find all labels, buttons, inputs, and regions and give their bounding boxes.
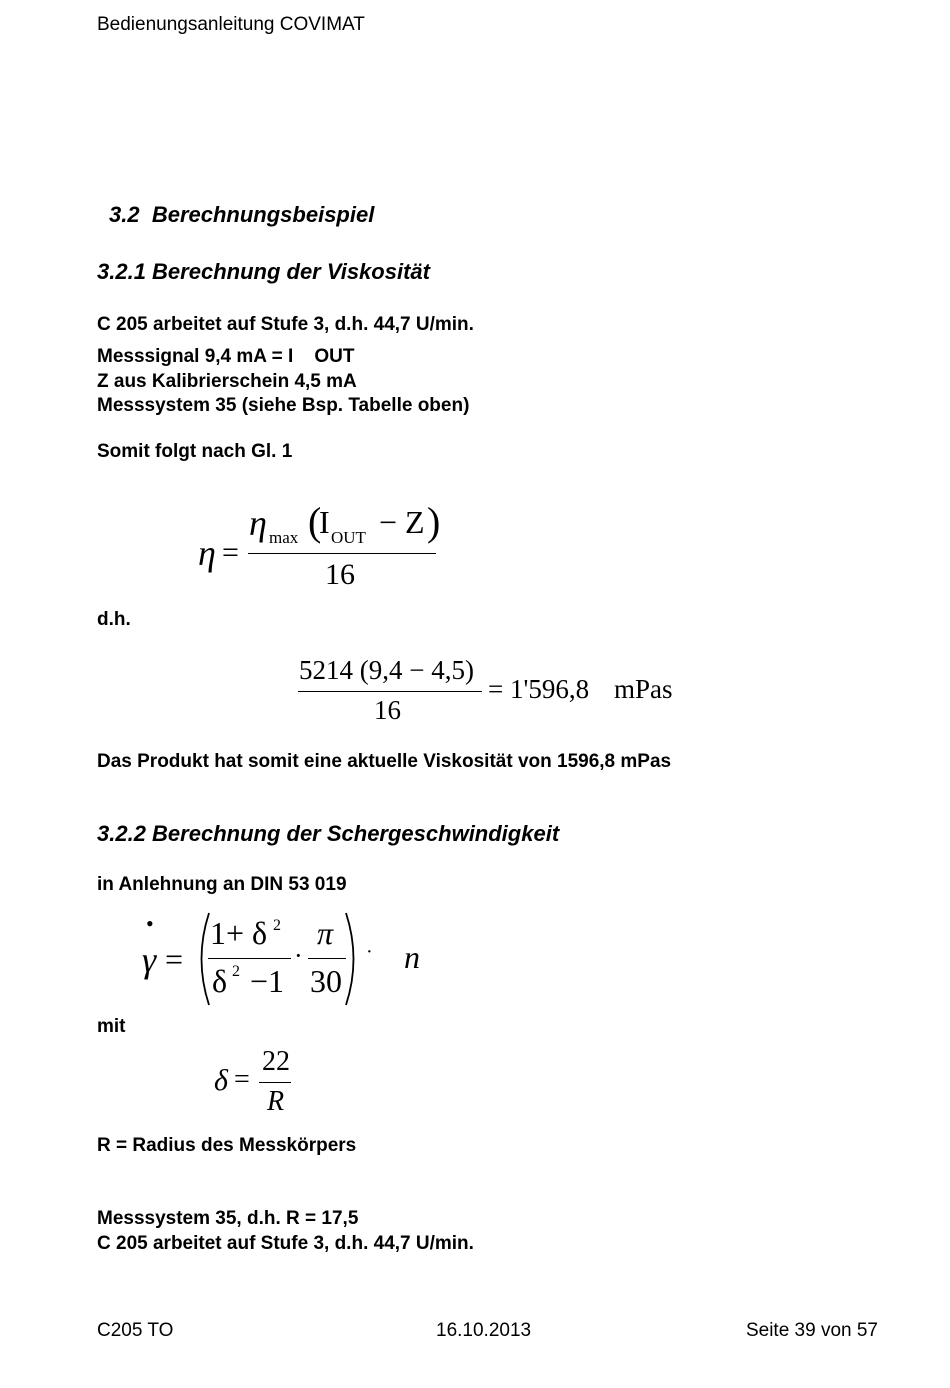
equals-sign-2: = [165, 941, 184, 977]
delta-formula [212, 1046, 302, 1121]
num-superscript: 2 [273, 917, 281, 934]
out-subscript: OUT [331, 528, 366, 547]
cdot-symbol-2: · [366, 941, 373, 963]
delta-numerator: 22 [262, 1046, 290, 1077]
delta-symbol: δ [214, 1064, 228, 1097]
i-symbol: I [319, 504, 330, 540]
fraction-bar [248, 553, 436, 554]
left-fraction-bar [208, 958, 291, 959]
calc-result: = 1'596,8 [488, 674, 590, 704]
shear-rate-formula [140, 905, 440, 1010]
calc-fraction-bar [298, 691, 482, 692]
subsection-heading-viscosity: 3.2.1 Berechnung der Viskosität [97, 259, 430, 284]
section-heading [109, 202, 374, 228]
document-header: Bedienungsanleitung COVIMAT [97, 14, 365, 35]
close-paren: ) [427, 499, 441, 544]
delta-fraction-bar [259, 1082, 291, 1083]
equals-sign: = [222, 536, 239, 569]
calc-numerator: 5214 (9,4 − 4,5) [299, 655, 474, 685]
open-paren: ( [308, 499, 322, 544]
n-symbol: n [404, 939, 420, 975]
gamma-symbol: γ [142, 940, 157, 980]
max-subscript: max [269, 528, 299, 547]
thirty: 30 [310, 963, 342, 999]
delta-denominator: R [267, 1086, 285, 1117]
den-superscript: 2 [232, 963, 240, 980]
parameters-block [97, 345, 469, 419]
somit-line: Somit folgt nach Gl. 1 [97, 441, 293, 462]
footer-left: C205 TO [97, 1320, 174, 1341]
result-line: Das Produkt hat somit eine aktuelle Viskosität von 1596,8 mPas [97, 751, 672, 772]
signal-line: Messsignal 9,4 mA = I OUT [97, 346, 355, 367]
calc-unit: mPas [614, 674, 673, 704]
right-big-paren [343, 911, 363, 1007]
speed-line: C 205 arbeitet auf Stufe 3, d.h. 44,7 U/min. [97, 314, 474, 335]
system-block [97, 1207, 474, 1256]
cdot-symbol: · [294, 941, 303, 970]
left-big-paren [192, 911, 212, 1007]
z-line: Z aus Kalibrierschein 4,5 mA [97, 370, 357, 392]
den-delta: δ [212, 963, 228, 999]
minus-z: − Z [379, 504, 425, 540]
speed-line-2: C 205 arbeitet auf Stufe 3, d.h. 44,7 U/min. [97, 1232, 474, 1254]
section-title: Berechnungsbeispiel [151, 202, 375, 227]
viscosity-calculation [296, 655, 696, 730]
section-number: 3.2 [109, 202, 140, 227]
num-one-plus-delta: 1+ δ [210, 915, 268, 951]
footer-page: Seite 39 von 57 [745, 1320, 878, 1341]
eta-symbol: η [198, 533, 216, 573]
system-radius-line: Messsystem 35, d.h. R = 17,5 [97, 1208, 359, 1229]
system-line: Messsystem 35 (siehe Bsp. Tabelle oben) [97, 395, 470, 416]
eta-max-symbol: η [249, 503, 267, 543]
footer-date: 16.10.2013 [436, 1320, 532, 1341]
din-line: in Anlehnung an DIN 53 019 [97, 874, 347, 895]
radius-line: R = Radius des Messkörpers [97, 1135, 357, 1156]
denominator: 16 [325, 558, 355, 591]
mit-label: mit [97, 1016, 126, 1037]
viscosity-formula [195, 500, 455, 600]
pi-symbol: π [317, 915, 334, 951]
dot-symbol: • [146, 911, 154, 936]
equals-sign-3: = [234, 1064, 250, 1095]
subsection-heading-shear-rate: 3.2.2 Berechnung der Schergeschwindigkeit [97, 821, 560, 846]
dh-label: d.h. [97, 609, 131, 630]
den-minus-one: −1 [242, 963, 285, 999]
calc-denominator: 16 [374, 695, 401, 725]
right-fraction-bar [308, 958, 346, 959]
